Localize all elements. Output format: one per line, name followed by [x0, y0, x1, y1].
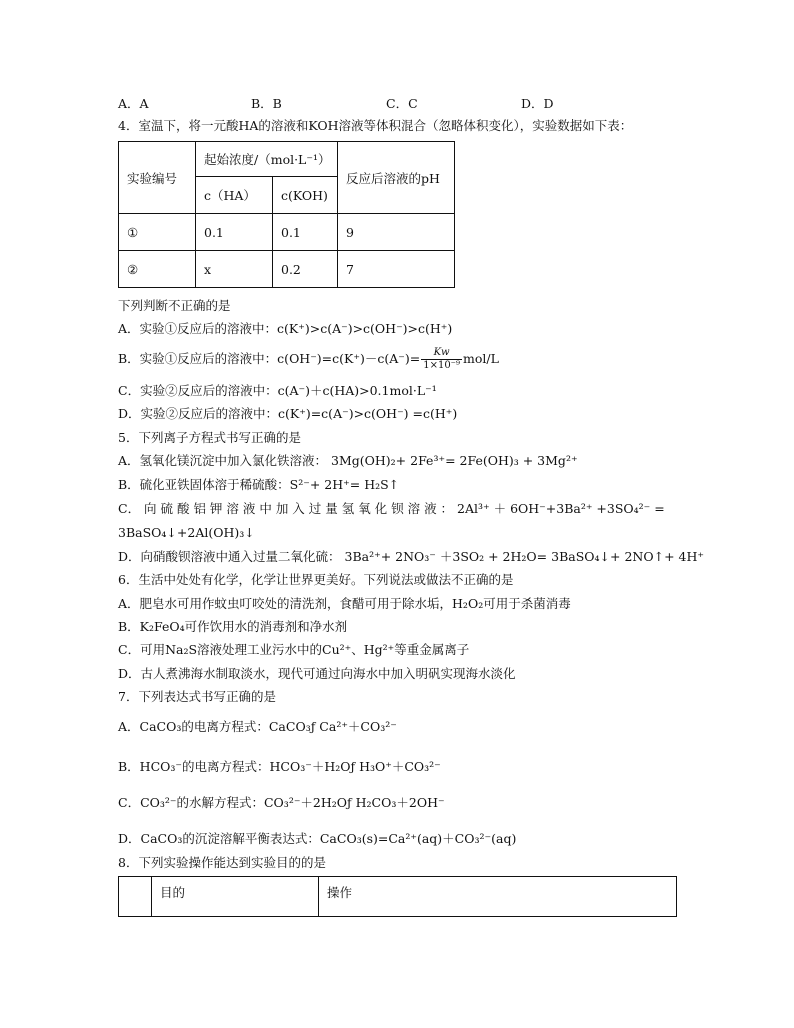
q7-option-c: C．CO₃²⁻的水解方程式：CO₃²⁻＋2H₂Oƒ H₂CO₃＋2OH⁻	[118, 795, 445, 810]
row-ckoh: 0.1	[273, 214, 338, 251]
q4-prompt: 下列判断不正确的是	[118, 298, 231, 313]
table-row	[119, 251, 455, 288]
q7-option-b: B．HCO₃⁻的电离方程式：HCO₃⁻＋H₂Oƒ H₃O⁺＋CO₃²⁻	[118, 759, 441, 774]
q5-option-c-line1: C． 向 硫 酸 铝 钾 溶 液 中 加 入 过 量 氢 氧 化 钡 溶 液 ： 2Al³⁺ ＋ 6OH⁻+3Ba²⁺ +3SO₄²⁻ =	[118, 501, 665, 516]
row-cha: 0.1	[196, 214, 273, 251]
q8-table	[118, 876, 677, 917]
q6-option-b: B．K₂FeO₄可作饮用水的消毒剂和净水剂	[118, 619, 348, 634]
q6-option-a: A．肥皂水可用作蚊虫叮咬处的清洗剂，食醋可用于除水垢，H₂O₂可用于杀菌消毒	[118, 596, 571, 611]
fraction-numerator: Kw	[421, 347, 462, 360]
q5-stem: 5．下列离子方程式书写正确的是	[118, 430, 301, 445]
q8-header-purpose: 目的	[152, 877, 319, 917]
fraction-denominator: 1×10⁻⁹	[423, 360, 460, 371]
q4-option-a: A．实验①反应后的溶液中：c(K⁺)>c(A⁻)>c(OH⁻)>c(H⁺)	[118, 321, 453, 336]
table-header-cha: c（HA）	[196, 177, 273, 214]
table-header-conc: 起始浓度/（mol·L⁻¹）	[196, 142, 338, 177]
q4-stem: 4．室温下，将一元酸HA的溶液和KOH溶液等体积混合（忽略体积变化），实验数据如下表：	[118, 118, 633, 133]
row-ph: 9	[338, 214, 455, 251]
q5-option-b: B．硫化亚铁固体溶于稀硫酸：S²⁻+ 2H⁺= H₂S↑	[118, 477, 400, 492]
q7-option-d: D．CaCO₃的沉淀溶解平衡表达式：CaCO₃(s)=Ca²⁺(aq)＋CO₃²⁻(aq)	[118, 831, 517, 846]
q3-option-b: B．B	[251, 96, 282, 111]
table-header-ckoh: c(KOH)	[273, 177, 338, 214]
q5-option-c-line2: 3BaSO₄↓+2Al(OH)₃↓	[118, 525, 255, 540]
q4-b-unit: mol/L	[462, 351, 499, 366]
q5-option-a: A．氢氧化镁沉淀中加入氯化铁溶液： 3Mg(OH)₂+ 2Fe³⁺= 2Fe(OH)₃ + 3Mg²⁺	[118, 453, 578, 468]
table-header-ph: 反应后溶液的pH	[338, 142, 455, 214]
q3-option-c: C．C	[386, 96, 418, 111]
row-id: ①	[119, 214, 196, 251]
q7-option-a: A．CaCO₃的电离方程式：CaCO₃ƒ Ca²⁺＋CO₃²⁻	[118, 719, 397, 734]
row-id: ②	[119, 251, 196, 288]
q3-option-a: A．A	[118, 96, 149, 111]
q4-data-table	[118, 141, 455, 288]
q4-option-b	[118, 347, 499, 372]
q6-option-c: C．可用Na₂S溶液处理工业污水中的Cu²⁺、Hg²⁺等重金属离子	[118, 642, 470, 657]
kw-fraction	[421, 347, 462, 372]
row-cha: x	[196, 251, 273, 288]
q8-header-operation: 操作	[319, 877, 677, 917]
q8-blank-cell	[119, 877, 152, 917]
q7-stem: 7．下列表达式书写正确的是	[118, 689, 276, 704]
row-ckoh: 0.2	[273, 251, 338, 288]
table-row	[119, 214, 455, 251]
table-header-id: 实验编号	[119, 142, 196, 214]
row-ph: 7	[338, 251, 455, 288]
q4-option-c: C．实验②反应后的溶液中：c(A⁻)＋c(HA)>0.1mol·L⁻¹	[118, 383, 437, 398]
q6-stem: 6．生活中处处有化学，化学让世界更美好。下列说法或做法不正确的是	[118, 572, 514, 587]
q8-stem: 8．下列实验操作能达到实验目的的是	[118, 855, 326, 870]
q3-option-d: D．D	[521, 96, 554, 111]
q5-option-d: D．向硝酸钡溶液中通入过量二氧化硫： 3Ba²⁺+ 2NO₃⁻ ＋3SO₂ + 2H₂O= 3BaSO₄↓+ 2NO↑+ 4H⁺	[118, 549, 704, 564]
q6-option-d: D．古人煮沸海水制取淡水，现代可通过向海水中加入明矾实现海水淡化	[118, 666, 516, 681]
q4-option-d: D．实验②反应后的溶液中：c(K⁺)=c(A⁻)>c(OH⁻) =c(H⁺)	[118, 406, 458, 421]
q4-b-prefix: B．实验①反应后的溶液中：c(OH⁻)=c(K⁺)－c(A⁻)=	[118, 351, 421, 366]
